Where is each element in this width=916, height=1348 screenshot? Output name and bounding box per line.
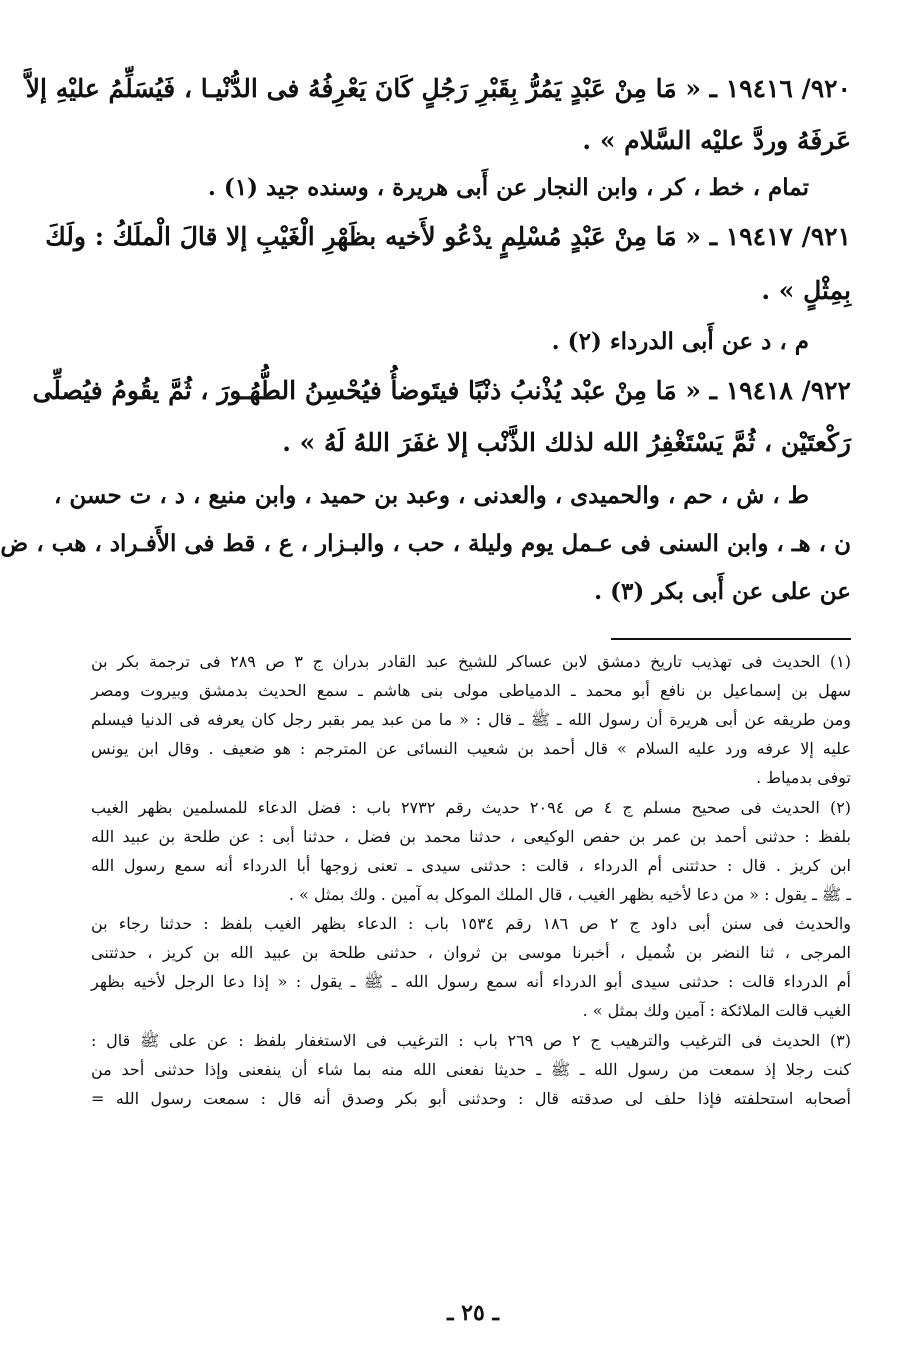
footnote-2-extra-line-3: أم الدرداء قالت : حدثنى سيدى أبو الدرداء أنه سمع رسول الله ـ ﷺ ـ يقول : « إذا دعا الرجل لأخيه بظهر: [91, 972, 852, 991]
hadith-922-line-2: رَكْعتَيْن ، ثُمَّ يَسْتَغْفِرُ الله لذلك الذَّنْب إلا غفَرَ اللهُ لَهُ » .: [282, 428, 851, 457]
footnote-3-text-1: الحديث فى الترغيب والترهيب ج ٢ ص ٢٦٩ باب : الترغيب فى الاستغفار بلفظ : عن على ﷺ قال :: [91, 1031, 821, 1050]
hadith-921-line-2: بِمِثْلٍ » .: [761, 276, 851, 305]
footnote-1-line-4: عليه إلا عرفه ورد عليه السلام » قال أحمد بن شعيب النسائى عن المترجم : هو ضعيف . وقال ابن يونس: [91, 739, 851, 758]
footnote-2-extra-line-4: الغيب قالت الملائكة : آمين ولك بمثل » .: [582, 1001, 851, 1020]
hadith-922-source-line-2: ن ، هـ ، وابن السنى فى عـمل يوم وليلة ، حب ، والبـزار ، ع ، قط فى الأَفـراد ، هب ، ض: [0, 530, 851, 557]
footnote-2-line-3: ابن كريز . قال : حدثتنى أم الدرداء ، قالت : حدثنى سيدى ـ تعنى زوجها أبا الدرداء أنه سمع رسول الله: [91, 856, 851, 875]
footnote-3-line-2: كنت رجلا إذ سمعت من رسول الله ـ ﷺ ـ حديثا نفعنى الله منه بما شاء أن ينفعنى وإذا حدثنى أحد من: [91, 1060, 851, 1079]
footnote-2-number: (٢): [829, 798, 852, 817]
footnote-3-line-3: أصحابه استحلفته فإذا حلف لى صدقته قال : وحدثنى أبو بكر وصدق أنه قال : سمعت رسول الله =: [91, 1089, 851, 1108]
hadith-921-line-1: ٩٢١/ ١٩٤١٧ ـ « مَا مِنْ عَبْدٍ مُسْلِمٍ يدْعُو لأَخيه بظَهْرِ الْغَيْبِ إلا قالَ الْملَكُ : ولَكَ: [45, 222, 851, 251]
hadith-920-line-2: عَرفَهُ وردَّ عليْه السَّلام » .: [582, 126, 851, 155]
footnote-2-line-2: بلفظ : حدثنى أحمد بن عمر بن حفص الوكيعى ، حدثنا محمد بن فضل ، حدثنا أبى : عن طلحة بن عبيد الله: [91, 827, 851, 846]
footnote-2-extra-line-1: والحديث فى سنن أبى داود ج ٢ ص ١٨٦ رقم ١٥٣٤ باب : الدعاء بظهر الغيب بلفظ : حدثنا رجاء بن: [91, 914, 851, 933]
footnote-2-line-4: ـ ﷺ ـ يقول : « من دعا لأخيه بظهر الغيب ، قال الملك الموكل به آمين . ولك بمثل » .: [288, 885, 851, 904]
footnote-1-text-1: الحديث فى تهذيب تاريخ دمشق لابن عساكر للشيخ عبد القادر بدران ج ٣ ص ٢٨٩ فى ترجمة بكر بن: [91, 652, 821, 671]
footnote-2-line-1: [91, 798, 851, 819]
page-number: ـ ٢٥ ـ: [447, 1300, 499, 1326]
footnote-1-line-5: توفى بدمياط .: [756, 768, 851, 787]
hadith-920-line-1: ٩٢٠/ ١٩٤١٦ ـ « مَا مِنْ عَبْدٍ يَمُرُّ بِقَبْرِ رَجُلٍ كَانَ يَعْرِفُهُ فى الدُّنْيـا ، فَيُسَلِّمُ عليْهِ إلاَّ: [25, 74, 851, 103]
footnote-1-line-2: سهل بن إسماعيل بن نافع أبو محمد ـ الدمياطى مولى بنى هاشم ـ سمع الحديث بدمشق وبيروت ومصر: [91, 681, 851, 700]
hadith-922-line-1: ٩٢٢/ ١٩٤١٨ ـ « مَا مِنْ عبْد يُذْنبُ ذنْبًا فيتَوضأُ فيُحْسِنُ الطُّهُـورَ ، ثُمَّ يقُومُ فيُصلِّى: [32, 376, 851, 405]
footnote-separator: [611, 638, 851, 640]
hadith-922-source-line-3: عن على عن أَبى بكر (٣) .: [594, 578, 851, 605]
hadith-920-source: تمام ، خط ، كر ، وابن النجار عن أَبى هريرة ، وسنده جيد (١) .: [207, 174, 809, 201]
footnote-3-line-1: [91, 1031, 851, 1052]
footnote-1-line-3: ومن طريقه عن أبى هريرة أن رسول الله ـ ﷺ ـ قال : « ما من عبد يمر بقبر رجل كان يعرفه فى الدنيا فيسلم: [91, 710, 851, 729]
footnotes: [91, 652, 851, 1110]
hadith-921-source: م ، د عن أَبى الدرداء (٢) .: [551, 328, 809, 355]
footnote-2-extra-line-2: المرجى ، ثنا النضر بن شُميل ، أخبرنا موسى بن ثروان ، حدثنى طلحة بن عبيد الله بن كريز ، حدثتنى: [91, 943, 851, 962]
footnote-2-text-1: الحديث فى صحيح مسلم ج ٤ ص ٢٠٩٤ حديث رقم ٢٧٣٢ باب : فضل الدعاء للمسلمين بظهر الغيب: [91, 798, 820, 817]
footnote-1-number: (١): [829, 652, 852, 671]
main-text: [0, 60, 851, 608]
hadith-922-source-line-1: ط ، ش ، حم ، والحميدى ، والعدنى ، وعبد بن حميد ، وابن منيع ، د ، ت حسن ،: [53, 482, 809, 509]
footnote-3-number: (٣): [829, 1031, 851, 1050]
footnote-1-line-1: [91, 652, 851, 673]
